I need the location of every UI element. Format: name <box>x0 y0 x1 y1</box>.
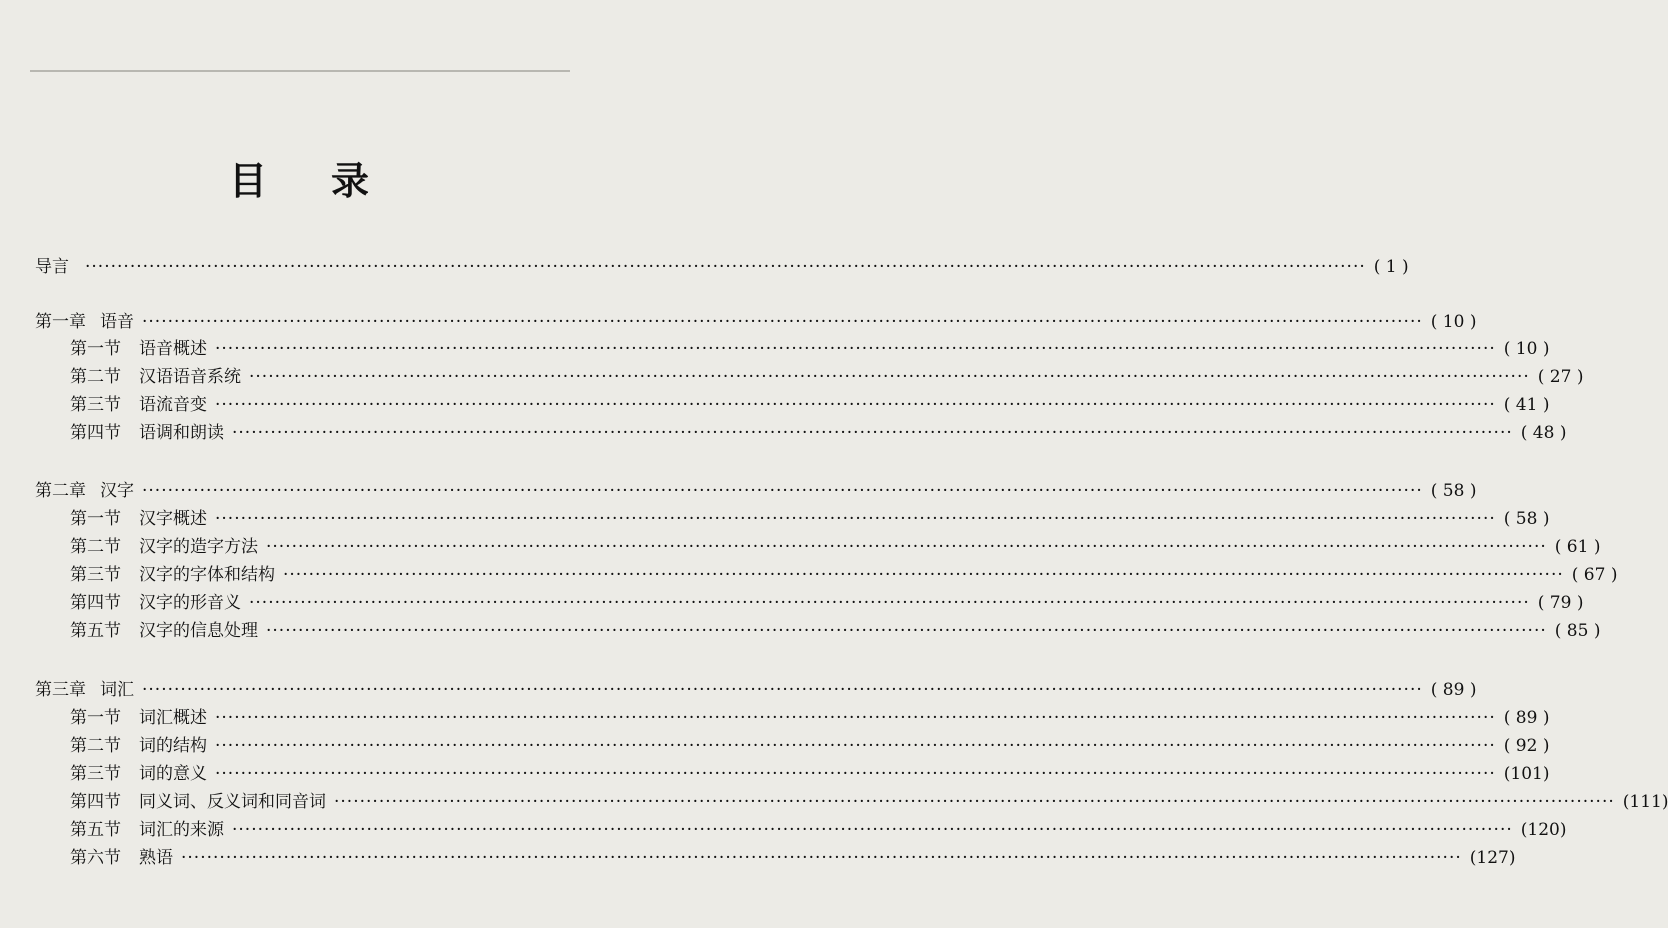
section-page: ( 61 ) <box>1554 537 1601 557</box>
page-title <box>0 150 600 205</box>
section-title: 词的结构 <box>139 736 207 756</box>
chapter-title: 汉字 <box>100 481 134 501</box>
toc-section-1-3[interactable] <box>70 392 1550 418</box>
section-number: 第三节 <box>70 395 121 415</box>
toc-section-3-5[interactable] <box>70 817 1567 843</box>
toc-chapter-1[interactable] <box>35 309 1477 335</box>
leader-dots: ········································································································································································································ <box>215 708 1496 728</box>
section-title: 同义词、反义词和同音词 <box>139 792 326 812</box>
chapter-number: 第三章 <box>35 680 86 700</box>
section-page: ( 48 ) <box>1520 423 1567 443</box>
toc-section-1-2[interactable] <box>70 364 1584 390</box>
section-number: 第五节 <box>70 820 121 840</box>
toc-section-2-2[interactable] <box>70 534 1601 560</box>
section-page: ( 10 ) <box>1503 339 1550 359</box>
section-number: 第二节 <box>70 537 121 557</box>
section-title: 词的意义 <box>139 764 207 784</box>
section-number: 第四节 <box>70 593 121 613</box>
section-page: ( 58 ) <box>1503 509 1550 529</box>
section-title: 汉字的造字方法 <box>139 537 258 557</box>
toc-section-3-6[interactable] <box>70 845 1516 871</box>
section-page: (127) <box>1469 848 1516 868</box>
section-title: 汉字的字体和结构 <box>139 565 275 585</box>
toc-section-2-4[interactable] <box>70 590 1584 616</box>
section-number: 第二节 <box>70 736 121 756</box>
title-char-2: 录 <box>331 158 372 203</box>
chapter-page: ( 10 ) <box>1430 312 1477 332</box>
leader-dots: ········································································································································································································ <box>249 367 1530 387</box>
chapter-page: ( 58 ) <box>1430 481 1477 501</box>
leader-dots: ········································································································································································································ <box>215 395 1496 415</box>
chapter-number: 第二章 <box>35 481 86 501</box>
section-number: 第一节 <box>70 509 121 529</box>
leader-dots: ········································································································································································································ <box>249 593 1530 613</box>
leader-dots: ········································································································································································································ <box>215 339 1496 359</box>
section-title: 语调和朗读 <box>139 423 224 443</box>
section-title: 汉字的信息处理 <box>139 621 258 641</box>
toc-section-3-2[interactable] <box>70 733 1550 759</box>
toc-section-2-5[interactable] <box>70 618 1601 644</box>
section-page: ( 92 ) <box>1503 736 1550 756</box>
section-number: 第一节 <box>70 708 121 728</box>
chapter-page: ( 89 ) <box>1430 680 1477 700</box>
toc-intro-label: 导言 <box>35 257 69 277</box>
section-title: 汉字概述 <box>139 509 207 529</box>
toc-chapter-3[interactable] <box>35 677 1477 703</box>
leader-dots: ········································································································································································································ <box>142 312 1423 332</box>
section-page: (101) <box>1503 764 1550 784</box>
toc-section-3-1[interactable] <box>70 705 1550 731</box>
leader-dots: ········································································································································································································ <box>215 764 1496 784</box>
toc-section-1-1[interactable] <box>70 336 1550 362</box>
toc-section-3-4[interactable] <box>70 789 1668 815</box>
section-number: 第六节 <box>70 848 121 868</box>
leader-dots: ········································································································································································································ <box>85 257 1366 277</box>
toc-section-1-4[interactable] <box>70 420 1567 446</box>
leader-dots: ········································································································································································································ <box>266 621 1547 641</box>
leader-dots: ········································································································································································································ <box>215 736 1496 756</box>
chapter-title: 语音 <box>100 312 134 332</box>
leader-dots: ········································································································································································································ <box>232 820 1513 840</box>
section-number: 第一节 <box>70 339 121 359</box>
section-title: 熟语 <box>139 848 173 868</box>
section-title: 汉语语音系统 <box>139 367 241 387</box>
leader-dots: ········································································································································································································ <box>142 481 1423 501</box>
section-page: ( 41 ) <box>1503 395 1550 415</box>
leader-dots: ········································································································································································································ <box>181 848 1462 868</box>
leader-dots: ········································································································································································································ <box>266 537 1547 557</box>
leader-dots: ········································································································································································································ <box>215 509 1496 529</box>
chapter-title: 词汇 <box>100 680 134 700</box>
section-title: 词汇概述 <box>139 708 207 728</box>
section-number: 第三节 <box>70 565 121 585</box>
leader-dots: ········································································································································································································ <box>232 423 1513 443</box>
toc-section-2-1[interactable] <box>70 506 1550 532</box>
section-title: 语流音变 <box>139 395 207 415</box>
toc-chapter-2[interactable] <box>35 478 1477 504</box>
toc-entry-intro[interactable] <box>35 254 1409 280</box>
leader-dots: ········································································································································································································ <box>334 792 1615 812</box>
section-number: 第三节 <box>70 764 121 784</box>
leader-dots: ········································································································································································································ <box>283 565 1564 585</box>
toc-section-3-3[interactable] <box>70 761 1550 787</box>
section-number: 第四节 <box>70 792 121 812</box>
section-page: ( 79 ) <box>1537 593 1584 613</box>
header-rule <box>30 70 570 72</box>
chapter-number: 第一章 <box>35 312 86 332</box>
section-number: 第四节 <box>70 423 121 443</box>
section-page: ( 85 ) <box>1554 621 1601 641</box>
section-page: (120) <box>1520 820 1567 840</box>
section-title: 汉字的形音义 <box>139 593 241 613</box>
section-page: (111) <box>1622 792 1668 812</box>
section-title: 语音概述 <box>139 339 207 359</box>
section-page: ( 27 ) <box>1537 367 1584 387</box>
section-page: ( 89 ) <box>1503 708 1550 728</box>
toc-intro-page: ( 1 ) <box>1373 257 1409 277</box>
section-number: 第五节 <box>70 621 121 641</box>
leader-dots: ········································································································································································································ <box>142 680 1423 700</box>
section-title: 词汇的来源 <box>139 820 224 840</box>
title-char-1: 目 <box>228 158 269 203</box>
section-number: 第二节 <box>70 367 121 387</box>
section-page: ( 67 ) <box>1571 565 1618 585</box>
toc-section-2-3[interactable] <box>70 562 1618 588</box>
